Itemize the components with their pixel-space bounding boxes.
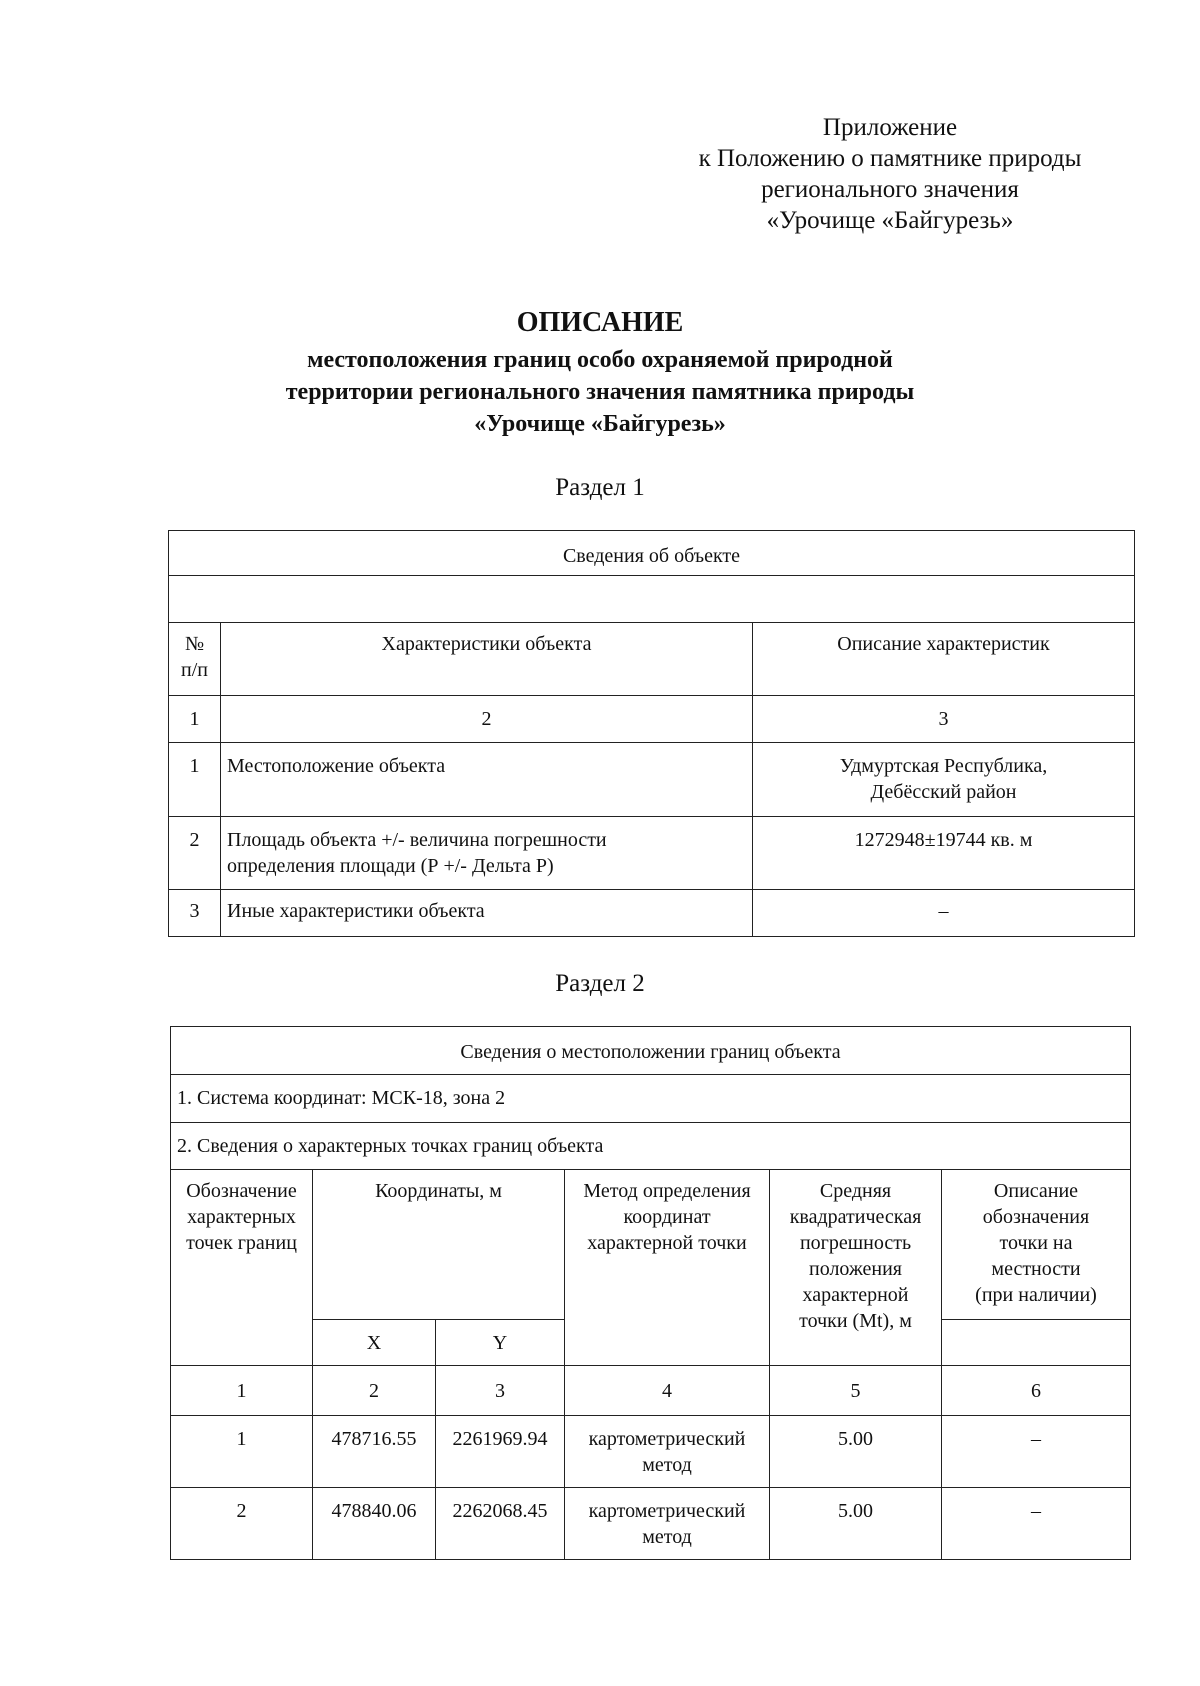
header-x: X — [313, 1320, 436, 1366]
row-characteristic: Местоположение объекта — [221, 743, 753, 817]
subtitle-line: местоположения границ особо охраняемой природной — [307, 347, 893, 373]
column-number: 6 — [942, 1366, 1131, 1416]
coord-y: 2261969.94 — [436, 1416, 565, 1488]
header-coordinates: Координаты, м — [313, 1170, 565, 1320]
appendix-line: регионального значения — [761, 176, 1019, 203]
appendix-line: к Положению о памятнике природы — [698, 145, 1082, 172]
point-error: 5.00 — [770, 1488, 942, 1560]
column-number: 2 — [221, 696, 753, 743]
column-number: 1 — [171, 1366, 313, 1416]
point-error: 5.00 — [770, 1416, 942, 1488]
document-subtitle — [180, 344, 1020, 440]
appendix-line: Приложение — [822, 114, 958, 141]
points-info: 2. Сведения о характерных точках границ объекта — [171, 1123, 1131, 1170]
column-number: 2 — [313, 1366, 436, 1416]
subtitle-line: территории регионального значения памятника природы — [285, 379, 915, 405]
coord-x: 478840.06 — [313, 1488, 436, 1560]
point-description: – — [942, 1416, 1131, 1488]
empty-row — [169, 576, 1135, 623]
section-1-heading: Раздел 1 — [555, 474, 645, 501]
point-number: 1 — [171, 1416, 313, 1488]
table-title: Сведения о местоположении границ объекта — [171, 1027, 1131, 1075]
point-number: 2 — [171, 1488, 313, 1560]
header-y: Y — [436, 1320, 565, 1366]
point-method: картометрический метод — [565, 1416, 770, 1488]
point-method: картометрический метод — [565, 1488, 770, 1560]
coord-x: 478716.55 — [313, 1416, 436, 1488]
table-row — [171, 1488, 1131, 1560]
header-error: Средняя квадратическая погрешность положения характерной точки (Mt), м — [770, 1170, 942, 1366]
document-title: ОПИСАНИЕ — [516, 307, 684, 338]
header-point-description: Описание обозначения точки на местности (при наличии) — [942, 1170, 1131, 1320]
row-number: 1 — [169, 743, 221, 817]
header-characteristic: Характеристики объекта — [221, 623, 753, 696]
table-row — [169, 890, 1135, 937]
object-info-table — [168, 530, 1135, 937]
header-method: Метод определения координат характерной точки — [565, 1170, 770, 1366]
table-row — [171, 1416, 1131, 1488]
row-number: 2 — [169, 817, 221, 890]
section-2-heading: Раздел 2 — [555, 970, 645, 997]
coordinate-system: 1. Система координат: МСК-18, зона 2 — [171, 1075, 1131, 1123]
table-title: Сведения об объекте — [169, 531, 1135, 576]
header-point: Обозначение характерных точек границ — [171, 1170, 313, 1366]
empty-cell — [942, 1320, 1131, 1366]
column-number: 3 — [436, 1366, 565, 1416]
row-description: 1272948±19744 кв. м — [753, 817, 1135, 890]
row-description: Удмуртская Республика, Дебёсский район — [753, 743, 1135, 817]
column-number: 3 — [753, 696, 1135, 743]
table-row — [169, 743, 1135, 817]
row-number: 3 — [169, 890, 221, 937]
point-description: – — [942, 1488, 1131, 1560]
row-description: – — [753, 890, 1135, 937]
header-number: № п/п — [169, 623, 221, 696]
boundary-points-table — [170, 1026, 1131, 1560]
row-characteristic: Площадь объекта +/- величина погрешности определения площади (Р +/- Дельта Р) — [221, 817, 753, 890]
document-title-block — [180, 306, 1020, 440]
subtitle-line: «Урочище «Байгурезь» — [474, 411, 726, 437]
appendix-line: «Урочище «Байгурезь» — [766, 207, 1014, 234]
coord-y: 2262068.45 — [436, 1488, 565, 1560]
appendix-header — [640, 112, 1140, 236]
column-number: 1 — [169, 696, 221, 743]
row-characteristic: Иные характеристики объекта — [221, 890, 753, 937]
column-number: 4 — [565, 1366, 770, 1416]
header-description: Описание характеристик — [753, 623, 1135, 696]
table-row — [169, 817, 1135, 890]
column-number: 5 — [770, 1366, 942, 1416]
